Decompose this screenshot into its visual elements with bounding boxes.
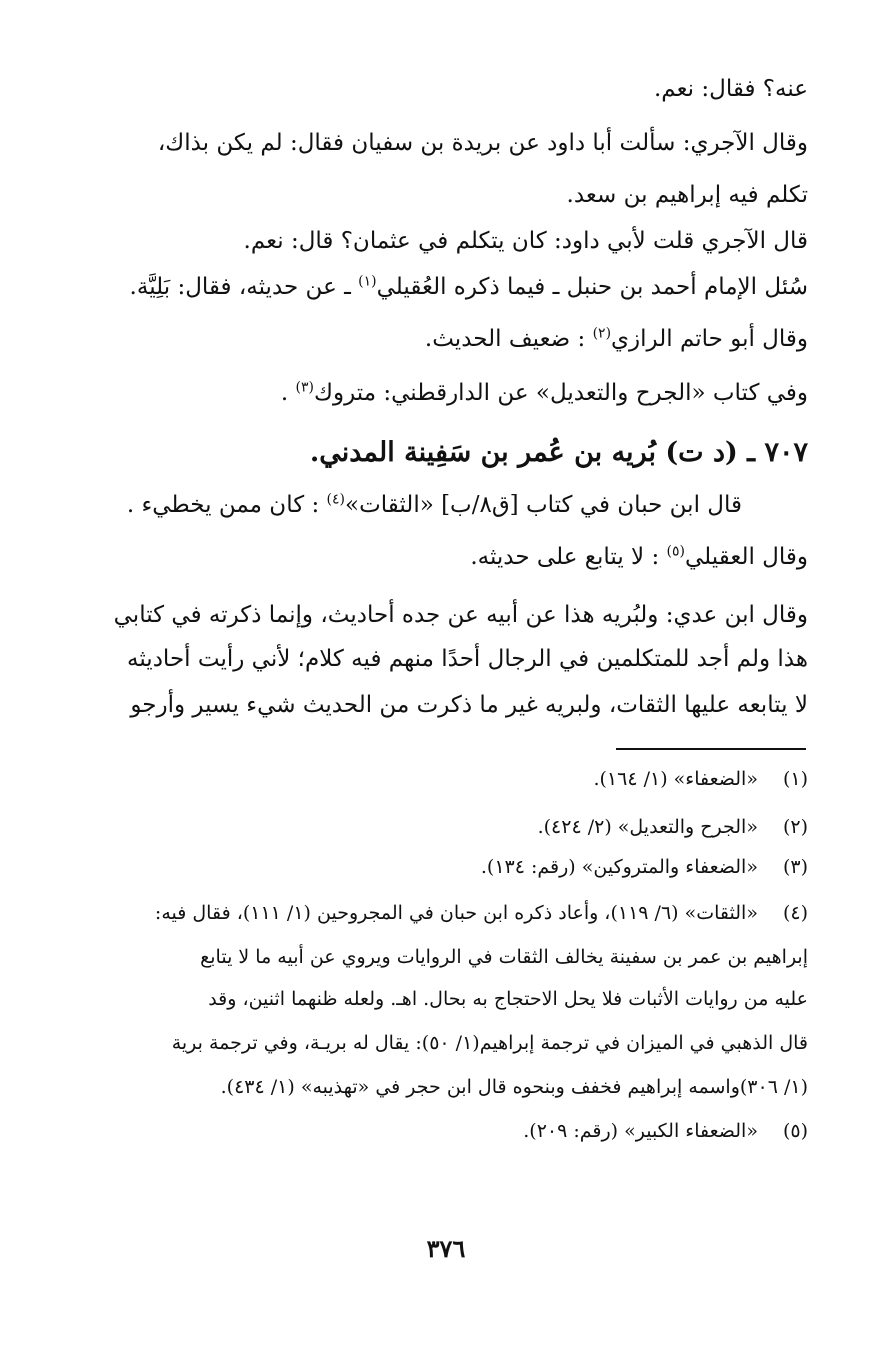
footnote-text: «الضعفاء» (١/ ١٦٤). (593, 768, 758, 790)
text-line (80, 178, 808, 212)
footnote-number: (٥) (782, 1120, 808, 1142)
footnote-text: قال الذهبي في الميزان في ترجمة إبراهيم(١/ ٥٠): يقال له بريـة، وفي ترجمة برية (171, 1032, 808, 1054)
footnote (78, 852, 808, 882)
footnote (78, 1116, 808, 1146)
footnote-text: «الثقات» (٦/ ١١٩)، وأعاد ذكره ابن حبان في المجروحين (١/ ١١١)، فقال فيه: (154, 902, 758, 924)
heading-text: ٧٠٧ ـ (د ت) بُريه بن عُمر بن سَفِينة المدني. (309, 437, 808, 468)
line-text: وقال العقيلي (685, 544, 808, 570)
line-text: . (280, 380, 296, 406)
footnote (78, 898, 808, 928)
text-line (80, 322, 808, 356)
text-line (80, 598, 808, 632)
footnote-continuation (78, 1028, 808, 1058)
text-line (80, 126, 808, 160)
line-text: : ضعيف الحديث. (424, 326, 593, 352)
text-line (80, 270, 808, 304)
page-number: ٣٧٦ (426, 1234, 466, 1263)
line-text: وقال أبو حاتم الرازي (611, 326, 808, 352)
line-text: وقال الآجري: سألت أبا داود عن بريدة بن سفيان فقال: لم يكن بذاك، (157, 130, 808, 156)
footnote-text: عليه من روايات الأثبات فلا يحل الاحتجاج به بحال. اهـ. ولعله ظنهما اثنين، وقد (208, 988, 808, 1010)
footnote (78, 812, 808, 842)
line-text: قال ابن حبان في كتاب [ق٨/ب] «الثقات» (345, 492, 742, 518)
footnote-continuation (78, 1072, 808, 1102)
line-text: وفي كتاب «الجرح والتعديل» عن الدارقطني: متروك (314, 380, 808, 406)
line-text: : كان ممن يخطيء . (126, 492, 327, 518)
text-line (80, 72, 808, 106)
line-text: عنه؟ فقال: نعم. (653, 76, 808, 102)
text-line (80, 642, 808, 676)
line-text: لا يتابعه عليها الثقات، ولبريه غير ما ذكرت من الحديث شيء يسير وأرجو (130, 692, 808, 718)
entry-heading (80, 436, 808, 470)
footnote-text: «الضعفاء الكبير» (رقم: ٢٠٩). (523, 1120, 758, 1142)
footnote-text: «الضعفاء والمتروكين» (رقم: ١٣٤). (480, 856, 758, 878)
text-line (80, 224, 808, 258)
footnote-continuation (78, 942, 808, 972)
footnote-number: (٢) (782, 816, 808, 838)
footnote-ref: (٢) (592, 325, 612, 342)
footnote-continuation (78, 984, 808, 1014)
footnote-ref: (٥) (666, 543, 685, 560)
footnote-text: إبراهيم بن عمر بن سفينة يخالف الثقات في الروايات ويروي عن أبيه ما لا يتابع (200, 946, 808, 968)
line-text: وقال ابن عدي: ولبُريه هذا عن أبيه عن جده أحاديث، وإنما ذكرته في كتابي (113, 602, 808, 628)
footnote-text: «الجرح والتعديل» (٢/ ٤٢٤). (537, 816, 758, 838)
line-text: : لا يتابع على حديثه. (470, 544, 667, 570)
line-text: ـ عن حديثه، فقال: بَلِيَّة. (129, 274, 359, 300)
line-text: هذا ولم أجد للمتكلمين في الرجال أحدًا منهم فيه كلام؛ لأني رأيت أحاديثه (127, 646, 808, 672)
footnote-number: (٣) (782, 856, 808, 878)
footnote-separator (616, 748, 806, 750)
text-line (80, 688, 808, 722)
footnote-number: (١) (782, 768, 808, 790)
line-text: قال الآجري قلت لأبي داود: كان يتكلم في عثمان؟ قال: نعم. (243, 228, 808, 254)
footnote-number: (٤) (782, 902, 808, 924)
text-line (80, 540, 808, 574)
text-line (80, 376, 808, 410)
line-text: تكلم فيه إبراهيم بن سعد. (566, 182, 808, 208)
footnote (78, 764, 808, 794)
line-text: سُئل الإمام أحمد بن حنبل ـ فيما ذكره العُقيلي (376, 274, 808, 300)
footnote-ref: (٤) (326, 491, 345, 508)
footnote-ref: (٣) (295, 379, 315, 396)
footnote-text: (١/ ٣٠٦)واسمه إبراهيم فخفف وبنحوه قال ابن حجر في «تهذيبه» (١/ ٤٣٤). (220, 1076, 808, 1098)
footnote-ref: (١) (358, 273, 377, 290)
text-line (80, 488, 742, 522)
